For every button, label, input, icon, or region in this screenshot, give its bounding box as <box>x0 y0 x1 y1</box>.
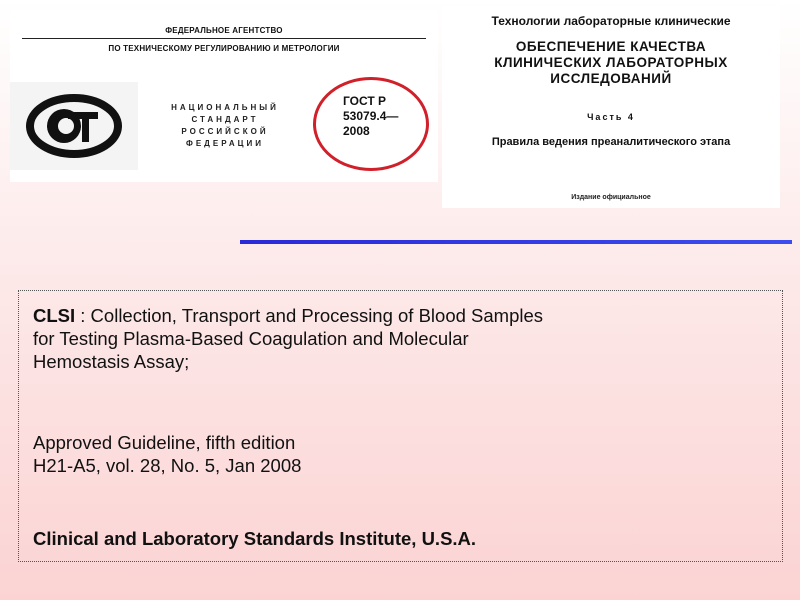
cover-series-title: Технологии лабораторные клинические <box>491 14 731 28</box>
agency-divider <box>22 38 426 39</box>
agency-name-line1: ФЕДЕРАЛЬНОЕ АГЕНТСТВО <box>165 26 283 35</box>
standard-cover-panel <box>442 6 780 208</box>
national-standard-line: ФЕДЕРАЦИИ <box>186 139 264 148</box>
cover-subtitle: Правила ведения преаналитического этапа <box>491 136 731 148</box>
citation-title-line: Hemostasis Assay; <box>33 351 190 372</box>
gost-header-panel <box>10 10 438 182</box>
citation-edition-block <box>33 431 301 477</box>
agency-name-line2: ПО ТЕХНИЧЕСКОМУ РЕГУЛИРОВАНИЮ И МЕТРОЛОГИИ <box>108 44 340 53</box>
citation-title-block <box>33 304 543 373</box>
citation-reference: H21-A5, vol. 28, No. 5, Jan 2008 <box>33 455 302 476</box>
cover-title-line: КЛИНИЧЕСКИХ ЛАБОРАТОРНЫХ <box>494 55 728 70</box>
gost-number <box>343 94 398 139</box>
rst-logo-icon <box>22 90 126 162</box>
cover-title-line: ОБЕСПЕЧЕНИЕ КАЧЕСТВА <box>515 39 707 54</box>
national-standard-line: РОССИЙСКОЙ <box>181 127 269 136</box>
gost-number-line: ГОСТ Р <box>343 94 387 108</box>
national-standard-line: НАЦИОНАЛЬНЫЙ <box>171 103 279 112</box>
national-standard-label <box>160 102 290 150</box>
citation-org-abbr: CLSI <box>33 305 76 326</box>
citation-title-line: : Collection, Transport and Processing of Blood Samples <box>75 305 544 326</box>
national-standard-line: СТАНДАРТ <box>191 115 259 124</box>
cover-main-title <box>442 39 780 87</box>
cover-edition-note: Издание официальное <box>571 194 651 201</box>
blue-divider <box>240 240 792 244</box>
cover-title-line: ИССЛЕДОВАНИЙ <box>550 71 672 86</box>
gost-number-line: 53079.4— <box>343 109 399 123</box>
cover-part-number: Часть 4 <box>587 112 635 122</box>
citation-guideline: Approved Guideline, fifth edition <box>33 432 296 453</box>
citation-title-line: for Testing Plasma-Based Coagulation and Molecular <box>33 328 469 349</box>
gost-number-line: 2008 <box>343 124 370 138</box>
citation-box <box>18 290 783 562</box>
rst-logo <box>10 82 138 170</box>
citation-institute: Clinical and Laboratory Standards Institute, U.S.A. <box>33 528 477 549</box>
